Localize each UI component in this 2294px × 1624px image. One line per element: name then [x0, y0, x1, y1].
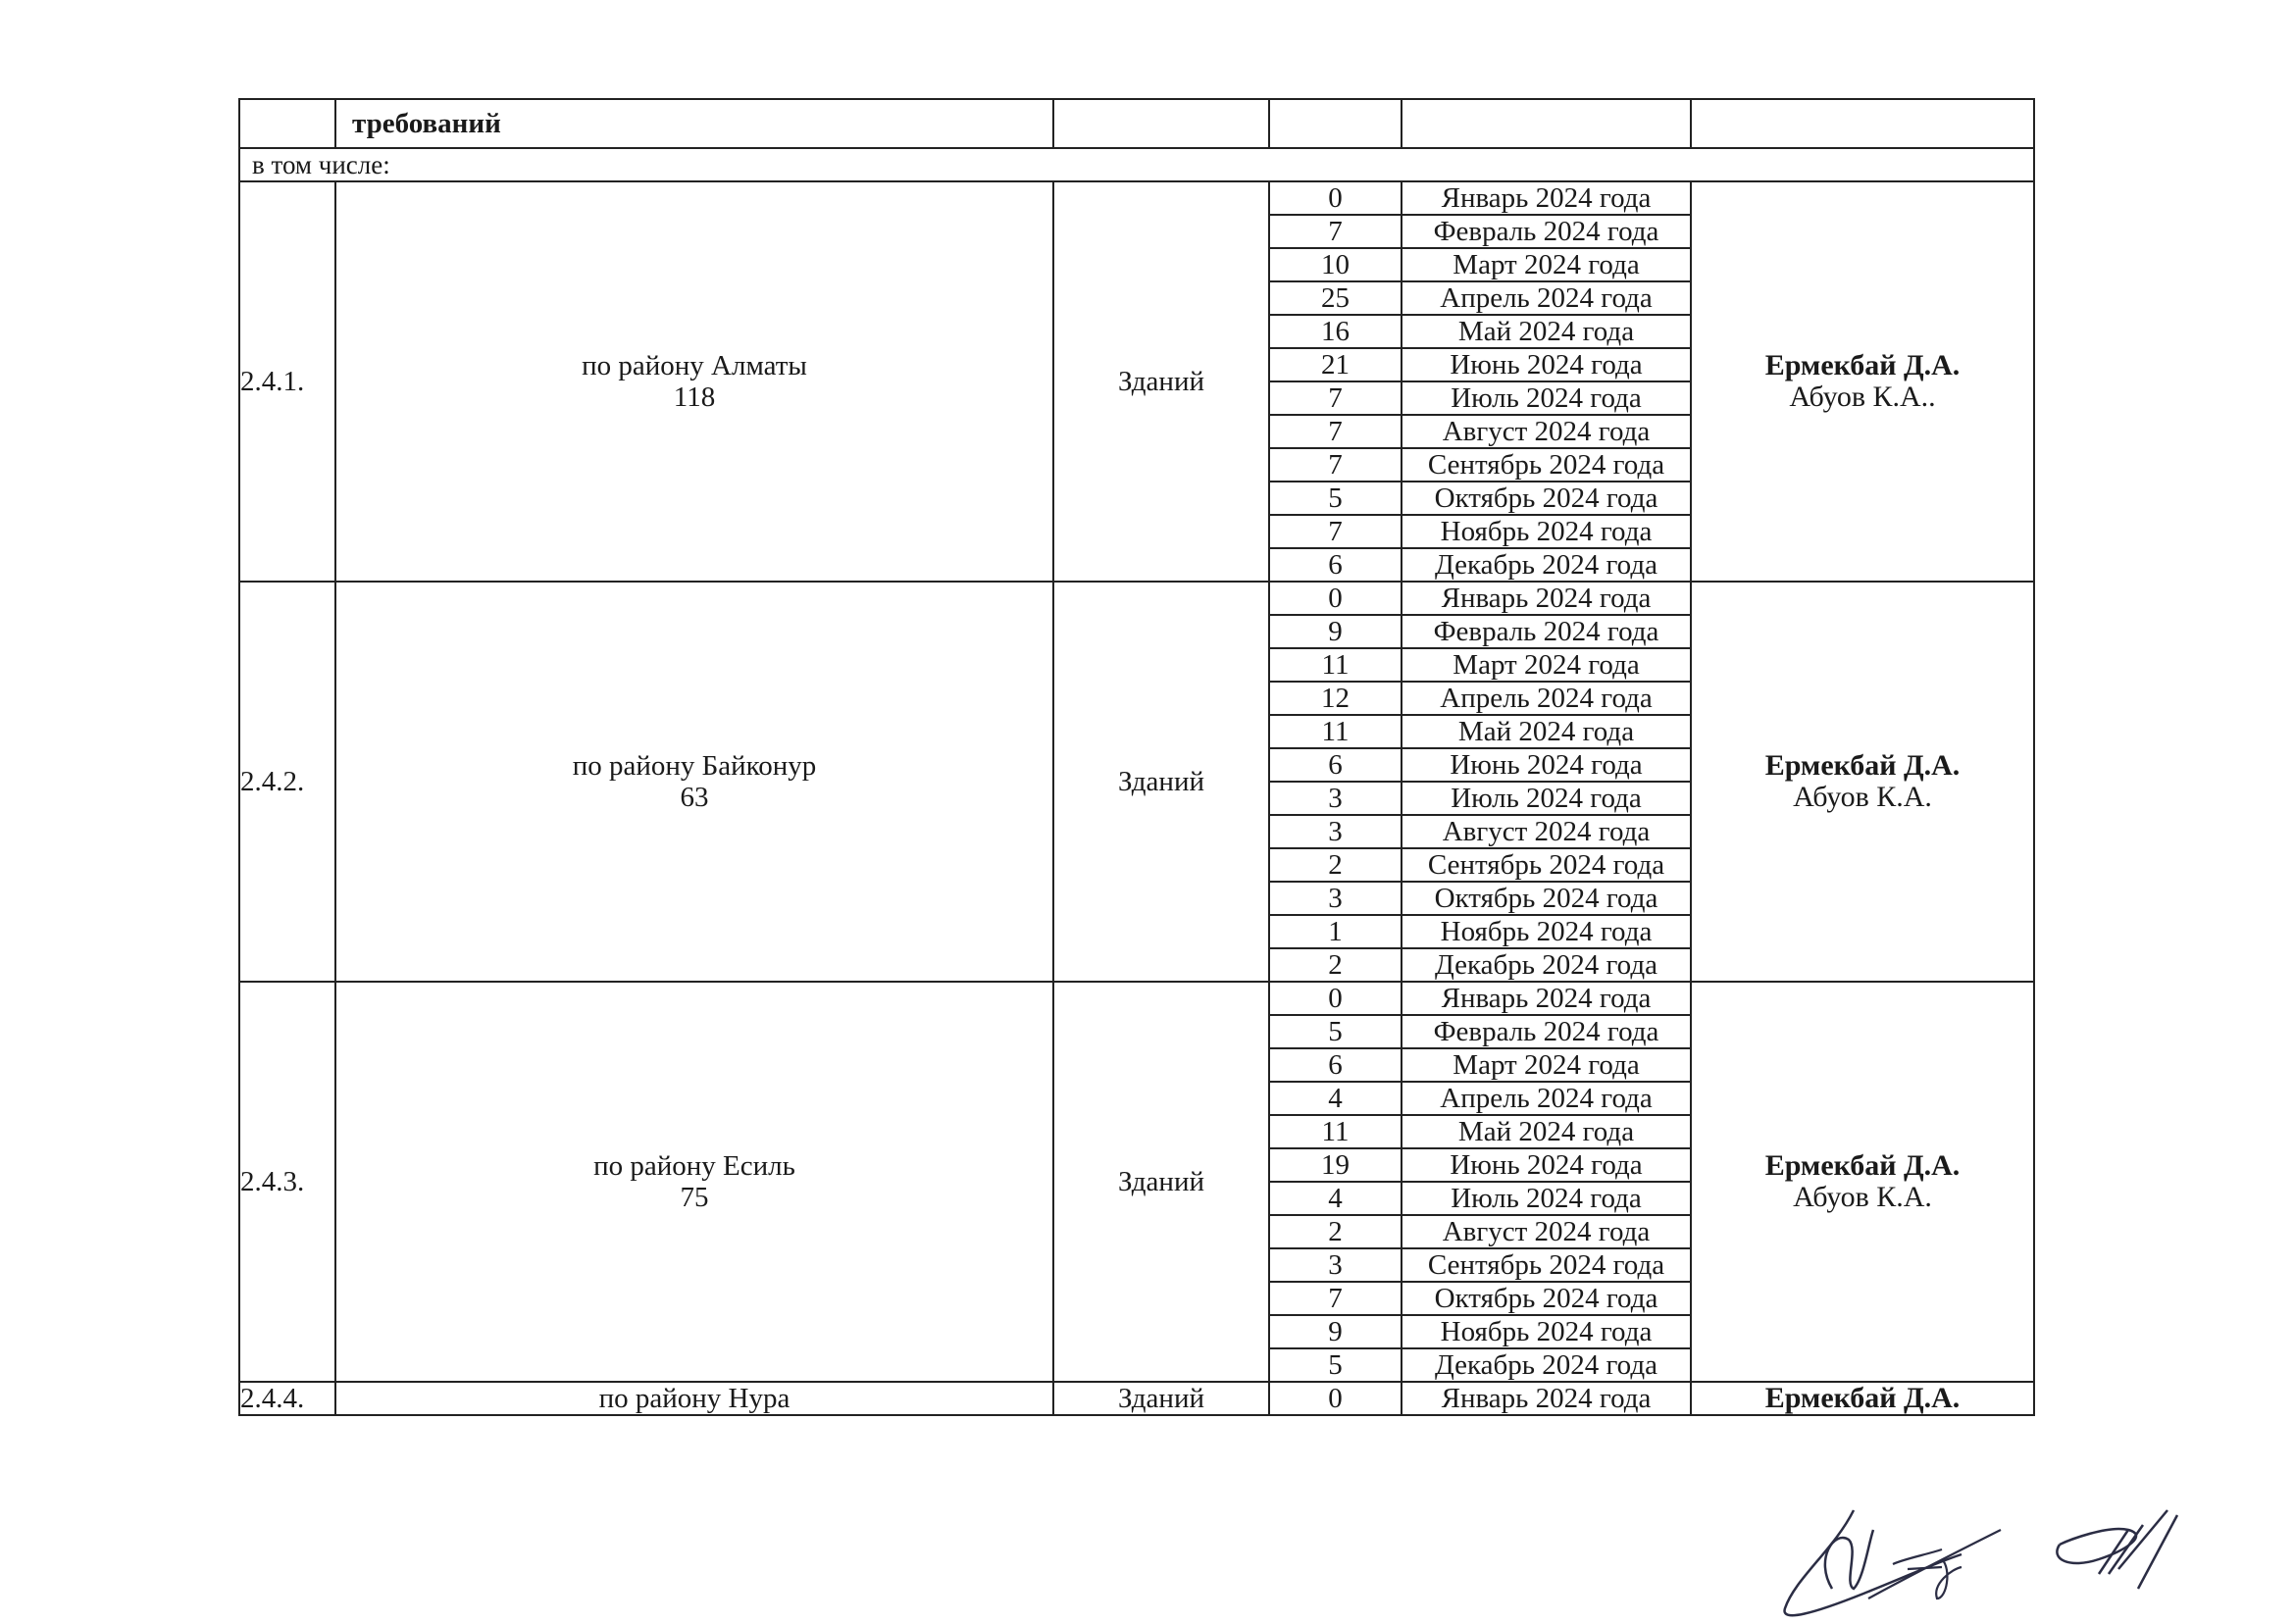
header-title: требований: [335, 99, 1053, 148]
district-name-cell: [335, 1382, 1053, 1415]
month-label: Февраль 2024 года: [1402, 615, 1691, 648]
month-label: Ноябрь 2024 года: [1402, 515, 1691, 548]
month-label: Май 2024 года: [1402, 1115, 1691, 1148]
responsible-primary: Ермекбай Д.А.: [1764, 1382, 1961, 1414]
month-label: Январь 2024 года: [1402, 582, 1691, 615]
month-value: 7: [1269, 515, 1402, 548]
month-value: 3: [1269, 782, 1402, 815]
month-value: 12: [1269, 682, 1402, 715]
month-value: 21: [1269, 348, 1402, 381]
month-value: 11: [1269, 715, 1402, 748]
month-value: 1: [1269, 915, 1402, 948]
month-label: Июль 2024 года: [1402, 1182, 1691, 1215]
month-label: Май 2024 года: [1402, 315, 1691, 348]
month-label: Апрель 2024 года: [1402, 281, 1691, 315]
district-name-cell: [335, 982, 1053, 1382]
district-name: по району Байконур: [572, 750, 817, 782]
responsible-primary: Ермекбай Д.А.: [1764, 1149, 1961, 1182]
month-label: Октябрь 2024 года: [1402, 1282, 1691, 1315]
month-value: 7: [1269, 448, 1402, 482]
month-value: 5: [1269, 1015, 1402, 1048]
month-value: 5: [1269, 1348, 1402, 1382]
month-label: Февраль 2024 года: [1402, 1015, 1691, 1048]
plan-table: [238, 98, 2035, 1416]
month-label: Август 2024 года: [1402, 815, 1691, 848]
responsible-cell: [1691, 181, 2034, 582]
unit-cell: Зданий: [1053, 582, 1269, 982]
month-value: 7: [1269, 381, 1402, 415]
month-label: Сентябрь 2024 года: [1402, 448, 1691, 482]
month-value: 7: [1269, 415, 1402, 448]
unit-cell: Зданий: [1053, 982, 1269, 1382]
month-label: Октябрь 2024 года: [1402, 482, 1691, 515]
district-name: по району Алматы: [582, 350, 807, 381]
district-name-cell: [335, 181, 1053, 582]
month-value: 3: [1269, 1248, 1402, 1282]
table-row: [239, 1382, 2034, 1415]
item-number: 2.4.1.: [239, 181, 335, 582]
month-label: Январь 2024 года: [1402, 982, 1691, 1015]
responsible-secondary: Абуов К.А.: [1793, 781, 1932, 813]
month-label: Март 2024 года: [1402, 648, 1691, 682]
responsible-secondary: Абуов К.А..: [1789, 381, 1936, 413]
month-value: 16: [1269, 315, 1402, 348]
month-value: 25: [1269, 281, 1402, 315]
month-label: Июнь 2024 года: [1402, 748, 1691, 782]
district-total: 63: [680, 782, 709, 813]
month-value: 0: [1269, 181, 1402, 215]
item-number: 2.4.2.: [239, 582, 335, 982]
month-value: 2: [1269, 1215, 1402, 1248]
item-number: 2.4.3.: [239, 982, 335, 1382]
month-label: Октябрь 2024 года: [1402, 882, 1691, 915]
month-label: Февраль 2024 года: [1402, 215, 1691, 248]
month-value: 4: [1269, 1082, 1402, 1115]
month-value: 6: [1269, 748, 1402, 782]
unit-cell: Зданий: [1053, 1382, 1269, 1415]
table-row: [239, 582, 2034, 615]
month-label: Март 2024 года: [1402, 1048, 1691, 1082]
month-value: 0: [1269, 1382, 1402, 1415]
month-value: 3: [1269, 815, 1402, 848]
month-label: Август 2024 года: [1402, 415, 1691, 448]
month-value: 5: [1269, 482, 1402, 515]
month-label: Апрель 2024 года: [1402, 1082, 1691, 1115]
month-value: 7: [1269, 1282, 1402, 1315]
month-value: 7: [1269, 215, 1402, 248]
month-value: 0: [1269, 982, 1402, 1015]
month-value: 11: [1269, 648, 1402, 682]
month-value: 9: [1269, 1315, 1402, 1348]
month-value: 19: [1269, 1148, 1402, 1182]
month-label: Март 2024 года: [1402, 248, 1691, 281]
month-label: Декабрь 2024 года: [1402, 548, 1691, 582]
month-value: 2: [1269, 848, 1402, 882]
month-label: Июль 2024 года: [1402, 381, 1691, 415]
month-label: Июль 2024 года: [1402, 782, 1691, 815]
month-label: Апрель 2024 года: [1402, 682, 1691, 715]
including-label: в том числе:: [239, 148, 2034, 181]
month-value: 6: [1269, 1048, 1402, 1082]
responsible-primary: Ермекбай Д.А.: [1764, 349, 1961, 381]
district-name-cell: [335, 582, 1053, 982]
month-label: Июнь 2024 года: [1402, 1148, 1691, 1182]
month-label: Январь 2024 года: [1402, 181, 1691, 215]
district-total: 118: [673, 381, 716, 413]
responsible-primary: Ермекбай Д.А.: [1764, 749, 1961, 782]
item-number: 2.4.4.: [239, 1382, 335, 1415]
month-label: Сентябрь 2024 года: [1402, 1248, 1691, 1282]
month-value: 10: [1269, 248, 1402, 281]
responsible-secondary: Абуов К.А.: [1793, 1181, 1932, 1213]
month-label: Сентябрь 2024 года: [1402, 848, 1691, 882]
month-label: Ноябрь 2024 года: [1402, 915, 1691, 948]
table-row: [239, 181, 2034, 215]
month-label: Май 2024 года: [1402, 715, 1691, 748]
month-label: Декабрь 2024 года: [1402, 948, 1691, 982]
month-value: 0: [1269, 582, 1402, 615]
month-value: 11: [1269, 1115, 1402, 1148]
responsible-cell: [1691, 582, 2034, 982]
district-name: по району Нура: [598, 1383, 790, 1414]
month-value: 2: [1269, 948, 1402, 982]
unit-cell: Зданий: [1053, 181, 1269, 582]
month-value: 4: [1269, 1182, 1402, 1215]
month-label: Июнь 2024 года: [1402, 348, 1691, 381]
month-label: Ноябрь 2024 года: [1402, 1315, 1691, 1348]
month-label: Август 2024 года: [1402, 1215, 1691, 1248]
month-value: 6: [1269, 548, 1402, 582]
month-value: 9: [1269, 615, 1402, 648]
table-row: [239, 982, 2034, 1015]
month-label: Январь 2024 года: [1402, 1382, 1691, 1415]
signature-2: [2030, 1491, 2207, 1599]
month-value: 3: [1269, 882, 1402, 915]
responsible-cell: [1691, 982, 2034, 1382]
including-row: [239, 148, 2034, 181]
district-total: 75: [680, 1182, 709, 1213]
district-name: по району Есиль: [593, 1150, 795, 1182]
responsible-cell: [1691, 1382, 2034, 1415]
month-label: Декабрь 2024 года: [1402, 1348, 1691, 1382]
continued-header-row: [239, 99, 2034, 148]
